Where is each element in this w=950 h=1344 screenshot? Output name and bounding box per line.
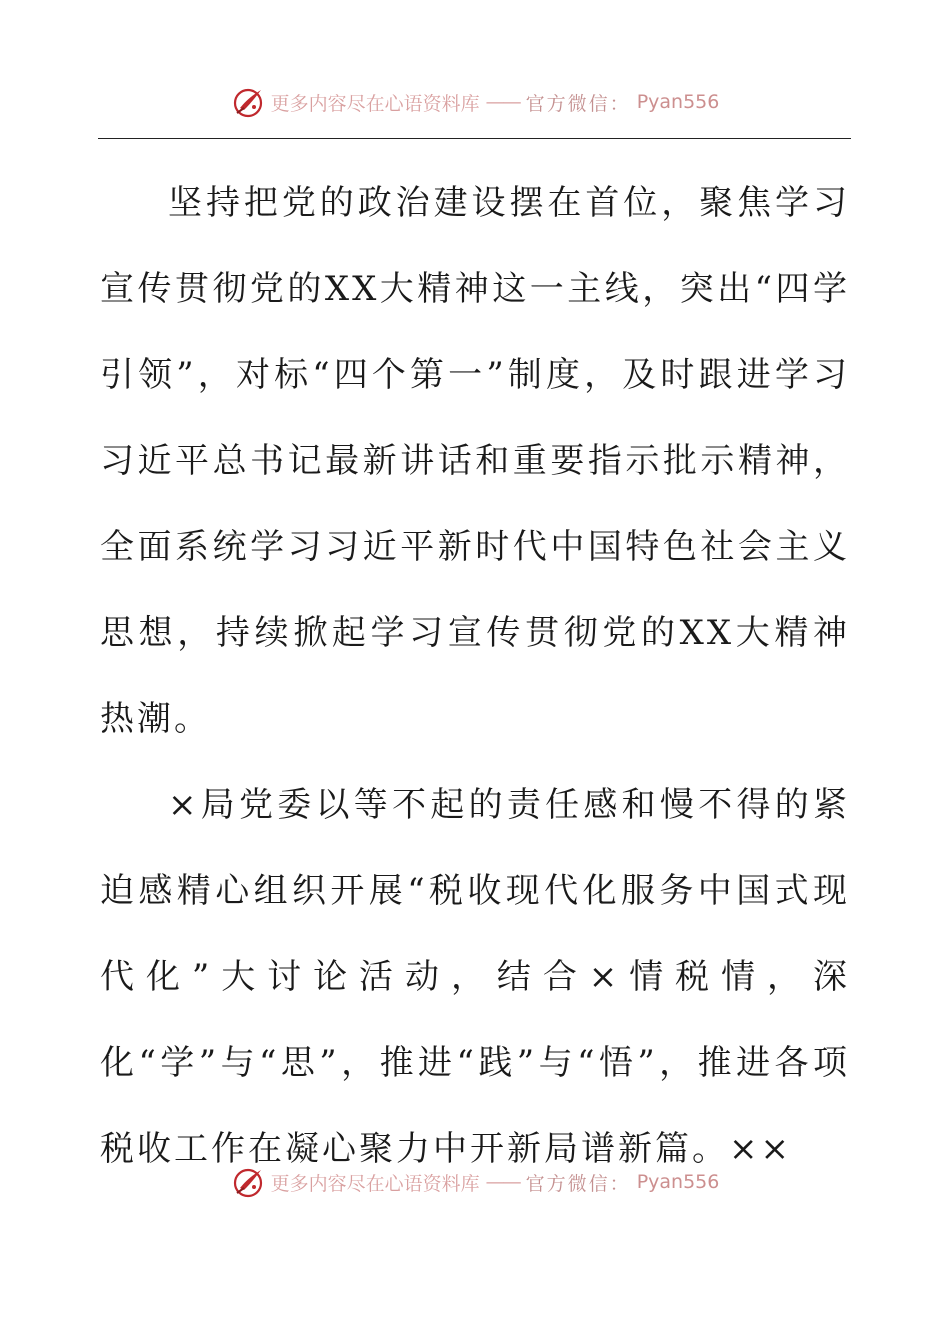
watermark-dash: —— xyxy=(485,1171,520,1193)
body-paragraph-1: 坚持把党的政治建设摆在首位，聚焦学习宣传贯彻党的XX大精神这一主线，突出“四学引领”，对标“四个第一”制度，及时跟进学习习近平总书记最新讲话和重要指示批示精神，全面系统学习习近平新时代中国特色社会主义思想，持续掀起学习宣传贯彻党的XX大精神热潮。 xyxy=(100,183,850,739)
header-rule xyxy=(98,138,851,139)
watermark-sub-text: 官方微信： xyxy=(525,92,631,115)
quill-logo-icon xyxy=(231,1164,267,1200)
header-watermark xyxy=(0,84,950,120)
watermark-main-text: 更多内容尽在心语资料库 xyxy=(270,1172,480,1195)
watermark-wechat-id: Pyan556 xyxy=(636,1171,720,1193)
watermark-wechat-id: Pyan556 xyxy=(636,91,720,113)
watermark-sub-text: 官方微信： xyxy=(525,1172,631,1195)
document-body xyxy=(100,160,850,1192)
watermark-main-text: 更多内容尽在心语资料库 xyxy=(270,92,480,115)
body-paragraph-2: ×局党委以等不起的责任感和慢不得的紧迫感精心组织开展“税收现代化服务中国式现代化”大讨论活动，结合×情税情，深化“学”与“思”，推进“践”与“悟”，推进各项税收工作在凝心聚力中开新局谱新篇。×× xyxy=(100,785,850,1169)
quill-logo-icon xyxy=(231,84,267,120)
footer-watermark xyxy=(0,1164,950,1200)
watermark-dash: —— xyxy=(485,91,520,113)
